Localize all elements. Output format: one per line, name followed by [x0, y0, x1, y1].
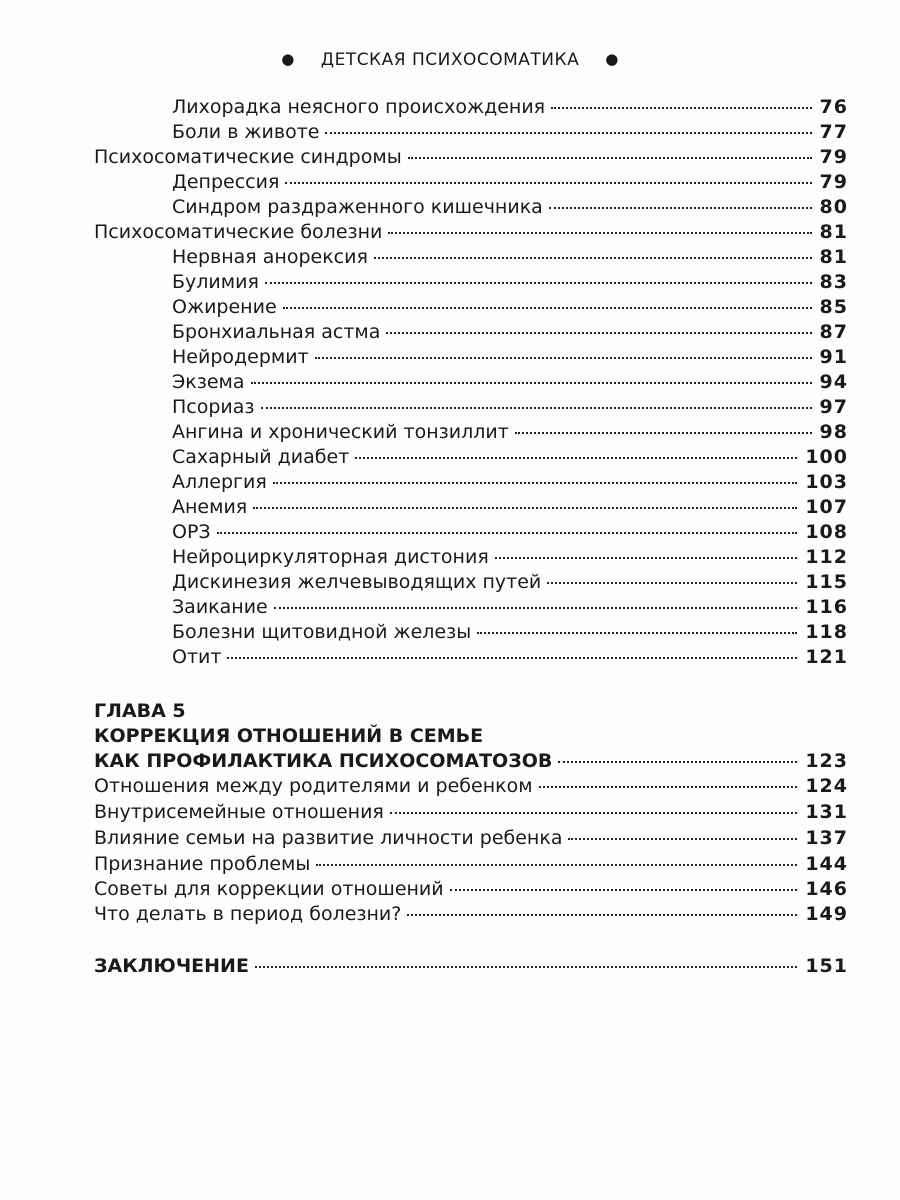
dot-leader: [227, 657, 797, 659]
toc-entry-title: Аллергия: [172, 471, 267, 493]
toc-entry-title: Внутрисемейные отношения: [94, 801, 384, 823]
dot-leader: [316, 864, 797, 866]
toc-entry-title: Псориаз: [172, 396, 255, 418]
toc-entry-title: Признание проблемы: [94, 853, 311, 875]
chapter-label: ГЛАВА 5: [94, 700, 186, 722]
toc-entry-title: Сахарный диабет: [172, 446, 350, 468]
toc-page-number: 151: [805, 955, 848, 977]
toc-entry-title: Лихорадка неясного происхождения: [172, 96, 546, 118]
toc-page-number: 97: [819, 396, 848, 418]
toc-entry[interactable]: [94, 801, 848, 823]
toc-entry-title: Отношения между родителями и ребенком: [94, 775, 533, 797]
toc-page-number: 100: [805, 446, 848, 468]
toc-entry[interactable]: [172, 171, 848, 193]
toc-entry[interactable]: [172, 121, 848, 143]
toc-entry-title: ОРЗ: [172, 521, 211, 543]
toc-entry[interactable]: [172, 496, 848, 518]
dot-leader: [407, 914, 797, 916]
toc-entry-title: Отит: [172, 646, 222, 668]
toc-entry[interactable]: [94, 903, 848, 925]
dot-leader: [515, 432, 812, 434]
running-header: [0, 50, 900, 70]
toc-page-number: 149: [805, 903, 848, 925]
toc-entry-title: Булимия: [172, 271, 259, 293]
toc-entry[interactable]: [172, 546, 848, 568]
toc-entry[interactable]: [172, 396, 848, 418]
toc-page-number: 80: [819, 196, 848, 218]
toc-page-number: 91: [819, 346, 848, 368]
dot-leader: [273, 482, 798, 484]
toc-entry-title: Заикание: [172, 596, 268, 618]
toc-entry-title: Болезни щитовидной железы: [172, 621, 472, 643]
toc-page-number: 118: [805, 621, 848, 643]
toc-page-number: 87: [819, 321, 848, 343]
dot-leader: [386, 332, 811, 334]
toc-entry[interactable]: [172, 471, 848, 493]
toc-entry-title: Бронхиальная астма: [172, 321, 381, 343]
toc-entry[interactable]: [94, 853, 848, 875]
toc-page-number: 81: [819, 221, 848, 243]
toc-page-number: 103: [805, 471, 848, 493]
toc-page-number: 144: [805, 853, 848, 875]
toc-entry[interactable]: [172, 446, 848, 468]
toc-conclusion[interactable]: [94, 955, 848, 977]
toc-page-number: 94: [819, 371, 848, 393]
toc-entry-title: Нервная анорексия: [172, 246, 368, 268]
toc-entry-title: Влияние семьи на развитие личности ребенка: [94, 827, 563, 849]
toc-entry[interactable]: [172, 646, 848, 668]
toc-page-number: 116: [805, 596, 848, 618]
toc-page-number: 85: [819, 296, 848, 318]
toc-entry[interactable]: [172, 196, 848, 218]
toc-entry-title: Дискинезия желчевыводящих путей: [172, 571, 542, 593]
toc-entry[interactable]: [172, 596, 848, 618]
dot-leader: [547, 582, 797, 584]
toc-page-number: 123: [805, 750, 848, 772]
dot-leader: [450, 889, 798, 891]
toc-page-number: 112: [805, 546, 848, 568]
dot-leader: [325, 132, 811, 134]
toc-entry[interactable]: [172, 321, 848, 343]
dot-leader: [495, 557, 798, 559]
toc-section[interactable]: [94, 146, 848, 168]
toc-page-number: 76: [819, 96, 848, 118]
toc-entry[interactable]: [172, 571, 848, 593]
toc-page-number: 146: [805, 878, 848, 900]
toc-entry[interactable]: [172, 346, 848, 368]
toc-entry-title: Ангина и хронический тонзиллит: [172, 421, 509, 443]
dot-leader: [265, 282, 812, 284]
dot-leader: [255, 966, 797, 968]
dot-leader: [251, 382, 812, 384]
toc-entry-title: Нейроциркуляторная дистония: [172, 546, 489, 568]
running-header-title: ДЕТСКАЯ ПСИХОСОМАТИКА: [320, 50, 580, 70]
dot-leader: [315, 357, 812, 359]
dot-leader: [568, 838, 797, 840]
toc-entry[interactable]: [172, 96, 848, 118]
toc-page-number: 98: [819, 421, 848, 443]
toc-entry-title: Ожирение: [172, 296, 277, 318]
toc-entry[interactable]: [172, 296, 848, 318]
toc-entry[interactable]: [172, 521, 848, 543]
chapter-title-entry[interactable]: [94, 750, 848, 772]
toc-entry[interactable]: [172, 421, 848, 443]
toc-entry-title: Анемия: [172, 496, 248, 518]
toc-entry[interactable]: [94, 878, 848, 900]
toc-entry-title: Боли в животе: [172, 121, 320, 143]
dot-leader: [551, 107, 811, 109]
dot-leader: [388, 232, 811, 234]
chapter-title-line1: КОРРЕКЦИЯ ОТНОШЕНИЙ В СЕМЬЕ: [94, 725, 484, 747]
dot-leader: [477, 632, 797, 634]
bullet-icon: ●: [605, 50, 619, 68]
toc-entry[interactable]: [94, 827, 848, 849]
toc-entry-title: Нейродермит: [172, 346, 309, 368]
toc-section[interactable]: [94, 221, 848, 243]
dot-leader: [549, 207, 812, 209]
toc-entry[interactable]: [172, 246, 848, 268]
toc-page-number: 131: [805, 801, 848, 823]
toc-page-number: 83: [819, 271, 848, 293]
toc-page-number: 79: [819, 146, 848, 168]
toc-page-number: 79: [819, 171, 848, 193]
dot-leader: [274, 607, 798, 609]
toc-entry-title: КАК ПРОФИЛАКТИКА ПСИХОСОМАТОЗОВ: [94, 750, 553, 772]
toc-page-number: 108: [805, 521, 848, 543]
bullet-icon: ●: [281, 50, 295, 68]
dot-leader: [217, 532, 798, 534]
toc-page-number: 124: [805, 775, 848, 797]
toc-page-number: 81: [819, 246, 848, 268]
toc-page-number: 137: [805, 827, 848, 849]
toc-entry[interactable]: [172, 621, 848, 643]
toc-page-number: 121: [805, 646, 848, 668]
toc-entry-title: Что делать в период болезни?: [94, 903, 402, 925]
toc-entry[interactable]: [172, 371, 848, 393]
toc-entry-title: Советы для коррекции отношений: [94, 878, 444, 900]
toc-entry-title: Психосоматические болезни: [94, 221, 383, 243]
toc-page-number: 115: [805, 571, 848, 593]
toc-page-number: 107: [805, 496, 848, 518]
toc-entry-title: Экзема: [172, 371, 245, 393]
dot-leader: [253, 507, 797, 509]
dot-leader: [285, 182, 811, 184]
toc-page-number: 77: [819, 121, 848, 143]
dot-leader: [558, 761, 797, 763]
dot-leader: [374, 257, 812, 259]
toc-entry-title: Депрессия: [172, 171, 280, 193]
dot-leader: [283, 307, 812, 309]
toc-entry-title: ЗАКЛЮЧЕНИЕ: [94, 955, 249, 977]
dot-leader: [408, 157, 812, 159]
toc-entry-title: Психосоматические синдромы: [94, 146, 402, 168]
toc-entry-title: Синдром раздраженного кишечника: [172, 196, 543, 218]
dot-leader: [539, 786, 798, 788]
dot-leader: [261, 407, 812, 409]
toc-entry[interactable]: [172, 271, 848, 293]
dot-leader: [390, 812, 797, 814]
dot-leader: [355, 457, 797, 459]
toc-entry[interactable]: [94, 775, 848, 797]
